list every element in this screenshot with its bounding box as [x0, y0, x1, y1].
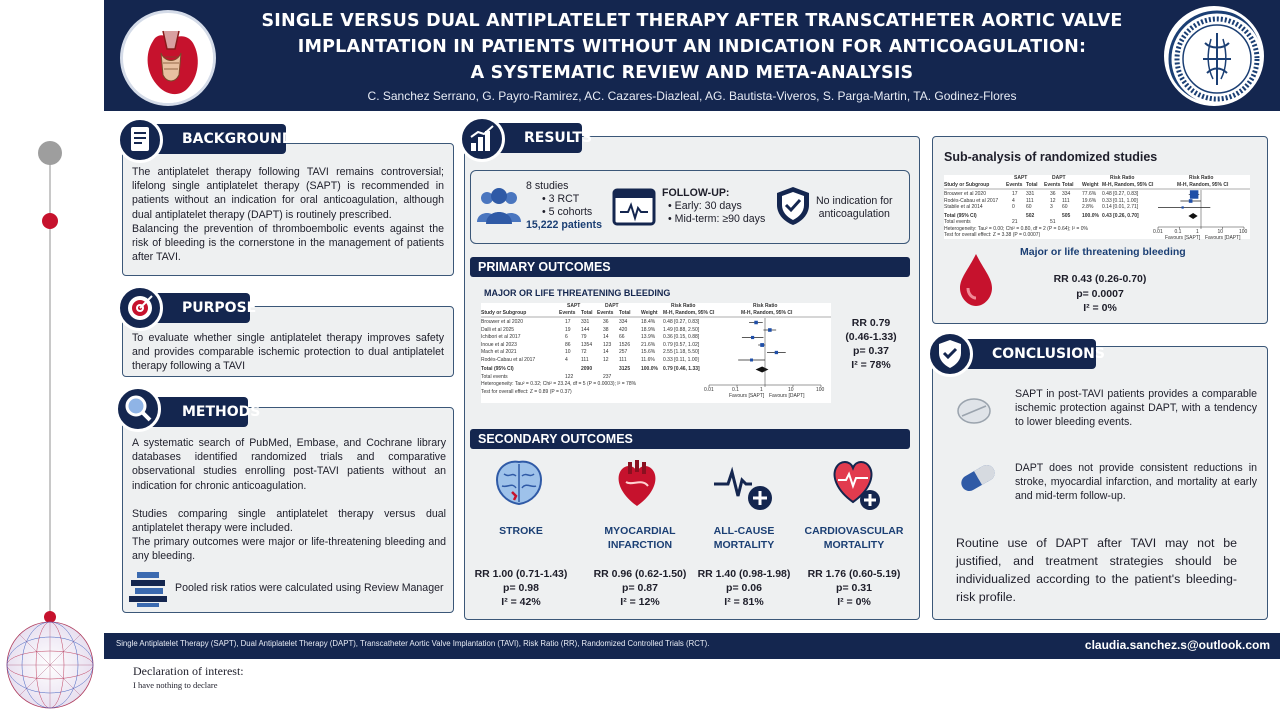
forest-header: Risk Ratio — [1110, 175, 1135, 181]
forest-header: Total — [1026, 182, 1038, 188]
title-line: IMPLANTATION IN PATIENTS WITHOUT AN INDICATION FOR ANTICOAGULATION: — [297, 37, 1087, 57]
forest-total-label: Total (95% CI) — [944, 212, 977, 219]
abbreviations: Single Antiplatelet Therapy (SAPT), Dual Antiplatelet Therapy (DAPT), Transcatheter Aortic Valve Implantation (TAVI), Risk Ratio (RR), Randomized Controlled Trials (RCT). — [116, 639, 710, 648]
forest-heterogeneity: Heterogeneity: Tau² = 0.00; Chi² = 0.80, df = 2 (P = 0.64); I² = 0% — [944, 225, 1088, 232]
forest-tick-label: 10 — [1217, 229, 1224, 235]
forest-value: 11.6% — [641, 356, 655, 363]
subanalysis-label: Major or life threatening bleeding — [1020, 246, 1186, 258]
cohort-count: • 5 cohorts — [542, 206, 593, 218]
blood-drop-icon — [954, 252, 998, 308]
forest-value: 6 — [565, 334, 568, 340]
forest-tick-label: 0.01 — [704, 387, 714, 393]
mi-stats — [585, 567, 695, 609]
forest-tick-label: 1 — [1196, 229, 1199, 235]
results-heading: RESULTS — [478, 123, 582, 153]
outcome-title-line: STROKE — [499, 525, 543, 537]
bar-chart-icon — [459, 116, 505, 162]
forest-favours-left: Favours [SAPT] — [1165, 235, 1201, 241]
outcome-i2: I² = 81% — [724, 596, 764, 608]
followup-info — [662, 187, 765, 226]
forest-value: 502 — [1026, 212, 1035, 219]
forest-value: 420 — [619, 326, 628, 333]
forest-tick-label: 100 — [1239, 229, 1248, 235]
followup-mid-label: Mid-term: ≥90 days — [674, 213, 766, 225]
forest-value: 122 — [565, 373, 574, 380]
rct-count: • 3 RCT — [542, 193, 580, 205]
capsule-icon — [954, 458, 1002, 498]
forest-value: 4 — [565, 356, 568, 363]
forest-value: 0.14 [0.01, 2.71] — [1102, 204, 1139, 210]
cv-mortality-title — [799, 524, 909, 552]
patients-count: 15,222 patients — [526, 219, 602, 231]
stroke-stats — [466, 567, 576, 609]
forest-value: 3125 — [619, 366, 631, 372]
footer-bar — [104, 633, 1280, 659]
outcome-p: p= 0.06 — [726, 582, 762, 594]
allcause-stats — [689, 567, 799, 609]
title-line: A SYSTEMATIC REVIEW AND META-ANALYSIS — [470, 63, 914, 83]
ecg-plus-icon — [712, 460, 774, 512]
forest-header: SAPT — [1014, 175, 1028, 181]
forest-value: 0.43 [0.26, 0.70] — [1102, 212, 1139, 219]
decorative-globe — [5, 620, 95, 710]
methods-heading: METHODS — [136, 397, 248, 427]
forest-value: 72 — [581, 349, 587, 355]
forest-value: 237 — [603, 373, 612, 380]
forest-value: 0.33 [0.11, 1.00] — [663, 356, 699, 363]
forest-header: Total — [581, 310, 593, 316]
forest-value: 3 — [1050, 204, 1053, 210]
forest-value: 1526 — [619, 341, 631, 348]
cv-mortality-stats — [799, 567, 909, 609]
forest-point — [754, 321, 758, 325]
primary-outcomes-heading: PRIMARY OUTCOMES — [470, 257, 910, 277]
primary-subheading: MAJOR OR LIFE THREATENING BLEEDING — [484, 288, 671, 298]
primary-forest-plot — [481, 303, 831, 403]
university-seal-logo — [1164, 6, 1264, 106]
forest-header: M-H, Random, 95% CI — [1102, 182, 1154, 188]
forest-value: 12 — [1050, 197, 1056, 204]
forest-value: 14 — [603, 349, 609, 355]
forest-point — [768, 328, 772, 332]
primary-rr: RR 0.79 — [851, 317, 891, 329]
study-counts — [526, 180, 602, 232]
rct-count-label: 3 RCT — [548, 193, 580, 205]
forest-value: 15.6% — [641, 349, 656, 355]
poster-header — [104, 0, 1280, 111]
forest-favours-left: Favours [SAPT] — [729, 393, 765, 399]
forest-value: 21 — [1012, 219, 1018, 225]
forest-value: 17 — [565, 319, 571, 325]
outcome-title-line: MORTALITY — [823, 539, 885, 551]
methods-para: Studies comparing single antiplatelet therapy versus dual antiplatelet therapy were included. — [132, 507, 446, 535]
forest-value: 1.49 [0.88, 2.50] — [663, 326, 700, 333]
forest-value: 144 — [581, 326, 590, 333]
forest-header: Weight — [1082, 182, 1099, 188]
subanalysis-rr: RR 0.43 (0.26-0.70) — [1053, 273, 1147, 285]
forest-header: Total — [619, 310, 631, 316]
outcome-i2: I² = 12% — [620, 596, 660, 608]
forest-study: Brouwer et al 2020 — [481, 319, 523, 325]
forest-header: Risk Ratio — [671, 303, 696, 309]
forest-value: 60 — [1062, 204, 1068, 210]
forest-header: Events — [559, 310, 576, 316]
forest-total-label: Total (95% CI) — [481, 366, 514, 372]
forest-value: 123 — [603, 341, 612, 348]
forest-value: 1354 — [581, 341, 593, 348]
forest-header: M-H, Random, 95% CI — [1177, 182, 1229, 188]
background-para: Balancing the prevention of thromboembolic events against the risk of bleeding is the cornerstone in the management of patients after TAVI. — [132, 222, 444, 264]
forest-tick-label: 1 — [760, 387, 763, 393]
shield-check-icon — [774, 185, 812, 227]
studies-count: 8 studies — [526, 180, 569, 192]
forest-diamond — [1188, 213, 1197, 219]
declaration-text: I have nothing to declare — [133, 680, 218, 690]
forest-value: 18.4% — [641, 319, 656, 325]
forest-value: 111 — [619, 356, 627, 363]
no-indication-line: anticoagulation — [818, 208, 890, 220]
subanalysis-forest-plot — [944, 175, 1250, 239]
forest-study: Rodés-Cabau et al 2017 — [944, 197, 999, 204]
outcome-i2: I² = 42% — [501, 596, 541, 608]
background-heading: BACKGROUND — [136, 124, 286, 154]
followup-early: • Early: 30 days — [668, 200, 742, 212]
subanalysis-p: p= 0.0007 — [1076, 287, 1124, 300]
forest-overall-effect: Test for overall effect: Z = 0.89 (P = 0.37) — [481, 388, 572, 395]
outcome-title-line: MORTALITY — [713, 539, 775, 551]
forest-value: 12 — [603, 356, 609, 363]
methods-para: A systematic search of PubMed, Embase, and Cochrane library databases identified randomized trials and comparative observational studies enrolling post-TAVI patients without an indication for chronic anticoagulation. — [132, 437, 446, 492]
forest-header: Events — [597, 310, 614, 316]
followup-mid: • Mid-term: ≥90 days — [668, 213, 766, 225]
forest-value: 51 — [1050, 219, 1056, 225]
purpose-heading: PURPOSE — [136, 293, 250, 323]
forest-value: 100.0% — [1082, 212, 1099, 219]
forest-value: 2.55 [1.18, 5.50] — [663, 349, 700, 355]
no-indication-line: No indication for — [816, 195, 893, 207]
forest-point — [760, 343, 764, 347]
outcome-rr: RR 0.96 (0.62-1.50) — [593, 568, 687, 580]
forest-value: 79 — [581, 334, 587, 340]
forest-tick-label: 0.1 — [1174, 229, 1182, 235]
poster-title — [224, 8, 1160, 86]
patients-group-icon — [474, 186, 524, 226]
secondary-outcomes-heading: SECONDARY OUTCOMES — [470, 429, 910, 449]
forest-study: Inoue et al 2023 — [481, 341, 517, 348]
forest-value: 66 — [619, 334, 625, 340]
forest-value: 100.0% — [641, 366, 658, 372]
forest-tick-label: 100 — [816, 387, 825, 393]
purpose-text: To evaluate whether single antiplatelet therapy improves safety and provides comparable ischemic protection to dual antiplatelet therapy following a TAVI — [132, 332, 444, 373]
allcause-title — [689, 524, 799, 552]
forest-value: 60 — [1026, 204, 1032, 210]
forest-value: 36 — [603, 319, 609, 325]
forest-heterogeneity: Heterogeneity: Tau² = 0.32; Chi² = 23.24, df = 5 (P = 0.0003); I² = 78% — [481, 381, 637, 387]
subanalysis-title: Sub-analysis of randomized studies — [944, 150, 1158, 164]
conclusion-2: DAPT does not provide consistent reductions in stroke, myocardial infarction, and mortality at early and mid-term follow-up. — [1015, 462, 1257, 503]
forest-point — [751, 336, 754, 339]
forest-value: 111 — [581, 356, 589, 363]
declaration-title: Declaration of interest: — [133, 664, 244, 678]
forest-value: 19.6% — [1082, 197, 1097, 204]
outcome-i2: I² = 0% — [837, 596, 871, 608]
conclusions-heading: CONCLUSIONS — [946, 339, 1096, 369]
outcome-rr: RR 1.00 (0.71-1.43) — [474, 568, 568, 580]
forest-overall-effect: Test for overall effect: Z = 3.38 (P = 0.0007) — [944, 232, 1041, 238]
forest-favours-right: Favours [DAPT] — [1205, 235, 1241, 241]
forest-value: 334 — [619, 319, 628, 325]
forest-value: 2.8% — [1082, 204, 1094, 210]
forest-value: 0.48 [0.27, 0.83] — [663, 319, 700, 325]
forest-point — [1190, 190, 1198, 198]
forest-study: Dalli et al 2025 — [481, 326, 515, 333]
background-text — [132, 165, 444, 264]
forest-diamond — [756, 367, 769, 373]
forest-study: Stabile et al 2014 — [944, 204, 983, 210]
forest-point — [1182, 206, 1184, 208]
outcome-title-line: ALL-CAUSE — [713, 525, 775, 537]
followup-title: FOLLOW-UP: — [662, 187, 730, 199]
forest-value: 0.79 [0.46, 1.33] — [663, 366, 700, 372]
forest-header: Weight — [641, 310, 658, 316]
title-line: SINGLE VERSUS DUAL ANTIPLATELET THERAPY AFTER TRANSCATHETER AORTIC VALVE — [261, 11, 1123, 31]
tablet-icon — [956, 396, 992, 426]
target-icon — [117, 285, 163, 331]
forest-value: 17 — [1012, 191, 1018, 197]
outcome-title-line: CARDIOVASCULAR — [804, 525, 904, 537]
forest-value: 86 — [565, 341, 571, 348]
forest-events-label: Total events — [481, 373, 508, 380]
followup-early-label: Early: 30 days — [674, 200, 742, 212]
primary-ci: (0.46-1.33) — [845, 331, 897, 343]
forest-header: SAPT — [567, 303, 581, 309]
forest-value: 111 — [1062, 197, 1070, 204]
calendar-ecg-icon — [612, 186, 656, 226]
forest-value: 21.6% — [641, 341, 656, 348]
forest-study: Rodés-Cabau et al 2017 — [481, 356, 536, 363]
forest-point — [775, 351, 778, 354]
forest-value: 14 — [603, 334, 609, 340]
methods-pooled: Pooled risk ratios were calculated using Review Manager — [175, 582, 444, 594]
forest-header: Risk Ratio — [753, 303, 778, 309]
forest-header: DAPT — [605, 303, 619, 309]
forest-study: Ichibori et al 2017 — [481, 334, 521, 340]
forest-value: 0.33 [0.11, 1.00] — [1102, 197, 1138, 204]
author-list: C. Sanchez Serrano, G. Payro-Ramirez, AC. Cazares-Diazleal, AG. Bautista-Viveros, S. Parga-Martin, TA. Godinez-Flores — [367, 89, 1017, 103]
rail-dot — [38, 141, 62, 165]
forest-tick-label: 0.1 — [732, 387, 739, 393]
forest-header: Total — [1062, 182, 1074, 188]
database-stack-icon — [127, 572, 169, 608]
forest-study: Mach et al 2021 — [481, 349, 517, 355]
forest-value: 13.9% — [641, 334, 656, 340]
primary-i2: I² = 78% — [851, 359, 891, 371]
shield-check-icon — [927, 331, 973, 377]
forest-value: 4 — [1012, 197, 1015, 204]
no-indication-label — [816, 195, 893, 221]
forest-value: 111 — [1026, 197, 1034, 204]
forest-favours-right: Favours [DAPT] — [769, 393, 805, 399]
heart-organ-icon — [612, 456, 662, 510]
forest-value: 10 — [565, 349, 571, 355]
conclusion-3: Routine use of DAPT after TAVI may not be justified, and treatment strategies should be individualized according to the patient's bleeding-risk profile. — [956, 536, 1237, 604]
outcome-p: p= 0.31 — [836, 582, 872, 594]
outcome-p: p= 0.98 — [503, 582, 539, 594]
subanalysis-stats — [1040, 272, 1160, 316]
magnifier-icon — [115, 386, 161, 432]
contact-email[interactable]: claudia.sanchez.s@outlook.com — [1084, 638, 1270, 652]
forest-tick-label: 10 — [788, 387, 794, 393]
heart-valve-logo — [120, 10, 216, 106]
forest-value: 77.6% — [1082, 191, 1097, 197]
forest-value: 331 — [581, 319, 590, 325]
rail-dot — [42, 213, 58, 229]
outcome-rr: RR 1.76 (0.60-5.19) — [807, 568, 901, 580]
forest-header: M-H, Random, 95% CI — [741, 310, 793, 316]
forest-value: 0.36 [0.15, 0.88] — [663, 334, 700, 340]
forest-header: Study or Subgroup — [481, 310, 527, 316]
forest-header: Events — [1044, 182, 1061, 188]
forest-header: Risk Ratio — [1189, 175, 1214, 181]
outcome-rr: RR 1.40 (0.98-1.98) — [697, 568, 791, 580]
forest-value: 19 — [565, 326, 571, 333]
forest-tick-label: 0.01 — [1153, 229, 1163, 235]
stroke-title — [466, 524, 576, 538]
forest-header: M-H, Random, 95% CI — [663, 310, 715, 316]
forest-value: 0 — [1012, 204, 1015, 210]
forest-point — [750, 359, 753, 362]
cohort-count-label: 5 cohorts — [548, 206, 593, 218]
brain-icon — [492, 458, 546, 510]
forest-value: 505 — [1062, 212, 1071, 219]
conclusion-1: SAPT in post-TAVI patients provides a comparable ischemic protection against DAPT, with a tendency to lower bleeding events. — [1015, 388, 1257, 429]
primary-p: p= 0.37 — [853, 345, 889, 357]
primary-stats — [838, 316, 904, 372]
outcome-p: p= 0.87 — [622, 582, 658, 594]
forest-header: Study or Subgroup — [944, 182, 990, 188]
background-para: The antiplatelet therapy following TAVI remains controversial; lifelong single antiplatelet therapy (SAPT) is recommended in patients without an indication for oral anticoagulation, although dual antiplatelet therapy (DAPT) is routinely prescribed. — [132, 166, 444, 221]
forest-value: 18.9% — [641, 326, 656, 333]
methods-para: The primary outcomes were major or life-threatening bleeding and any bleeding. — [132, 536, 446, 563]
forest-value: 2090 — [581, 366, 593, 372]
forest-value: 0.48 [0.27, 0.83] — [1102, 191, 1139, 197]
forest-point — [1189, 199, 1193, 203]
forest-header: DAPT — [1052, 175, 1066, 181]
forest-value: 257 — [619, 349, 628, 355]
subanalysis-i2: I² = 0% — [1083, 302, 1117, 314]
forest-header: Events — [1006, 182, 1023, 188]
forest-value: 38 — [603, 326, 609, 333]
forest-events-label: Total events — [944, 219, 971, 225]
forest-value: 0.79 [0.57, 1.02] — [663, 341, 700, 348]
forest-value: 331 — [1026, 191, 1035, 197]
forest-value: 334 — [1062, 191, 1071, 197]
heart-plus-icon — [828, 456, 882, 514]
outcome-title-line: INFARCTION — [607, 539, 673, 551]
mi-title — [585, 524, 695, 552]
forest-value: 36 — [1050, 191, 1056, 197]
methods-text — [132, 436, 446, 564]
outcome-title-line: MYOCARDIAL — [604, 525, 676, 537]
forest-study: Brouwer et al 2020 — [944, 191, 986, 197]
document-icon — [117, 117, 163, 163]
